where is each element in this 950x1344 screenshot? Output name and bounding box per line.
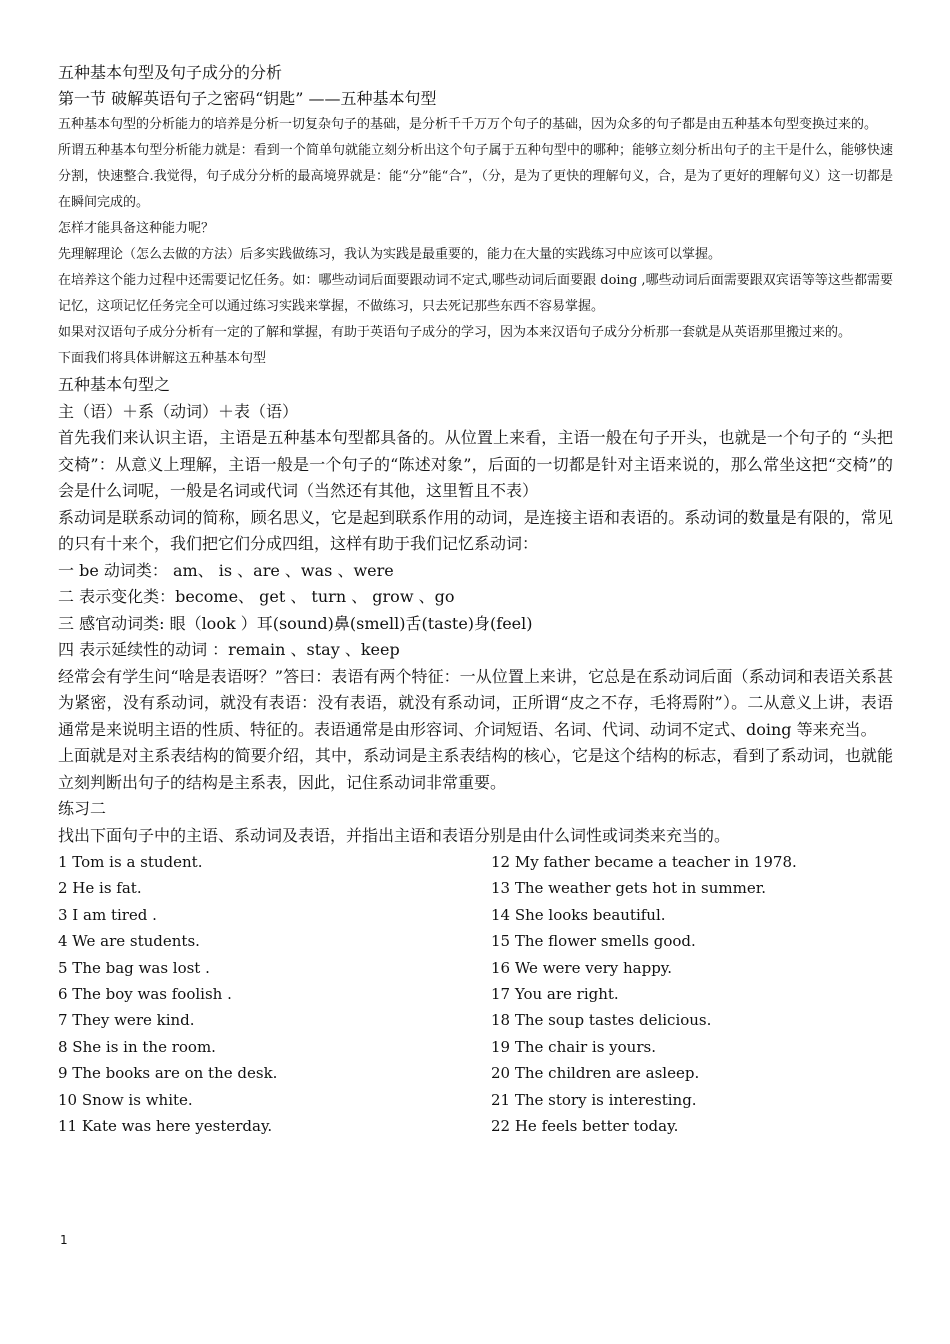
intro-paragraph: 先理解理论（怎么去做的方法）后多实践做练习，我认为实践是最重要的，能力在大量的实践练习中应该可以掌握。 [58, 247, 722, 262]
exercise-item: 11 Kate was here yesterday. [58, 1117, 273, 1136]
exercise-item: 12 My father became a teacher in 1978. [491, 853, 797, 871]
body-section [58, 425, 893, 558]
intro-section [58, 112, 893, 372]
exercise-item: 20 The children are asleep. [491, 1064, 700, 1083]
intro-paragraph: 在培养这个能力过程中还需要记忆任务。如：哪些动词后面要跟动词不定式,哪些动词后面要跟 doing ,哪些动词后面需要跟双宾语等等这些都需要记忆，这项记忆任务完全可以通过练习实践来掌握，不做练习，只去死记那些东西不容易掌握。 [58, 273, 893, 314]
verb-group-item: 四 表示延续性的动词 ：remain 、stay 、keep [58, 640, 400, 659]
predicative-section [58, 664, 893, 797]
exercise-item: 21 The story is interesting. [491, 1090, 697, 1109]
exercise-item: 9 The books are on the desk. [58, 1064, 278, 1083]
exercise-item: 10 Snow is white. [58, 1090, 193, 1109]
exercise-item: 19 The chair is yours. [491, 1037, 656, 1056]
pattern-formula: 主（语）＋系（动词）＋表（语） [58, 401, 299, 421]
intro-paragraph: 下面我们将具体讲解这五种基本句型 [58, 351, 267, 366]
predicative-paragraph: 经常会有学生问“啥是表语呀？”答曰：表语有两个特征：一从位置上来讲，它总是在系动词后面（系动词和表语关系甚为紧密，没有系动词，就没有表语：没有表语，就没有系动词，正所谓“皮之不存，毛将焉附”）。二从意义上讲，表语通常是来说明主语的性质、特征的。表语通常是由形容词、介词短语、名词、代词、动词不定式、doing 等来充当。 [58, 666, 893, 739]
page-number: 1 [60, 1233, 68, 1247]
intro-paragraph: 所谓五种基本句型分析能力就是：看到一个简单句就能立刻分析出这个句子属于五种句型中的哪种；能够立刻分析出句子的主干是什么，能够快速分割，快速整合.我觉得，句子成分分析的最高境界就是：能“分”能“合”，（分，是为了更快的理解句义，合，是为了更好的理解句义）这一切都是在瞬间完成的。 [58, 143, 893, 210]
exercise-item: 18 The soup tastes delicious. [491, 1011, 712, 1030]
exercise-list [58, 849, 893, 1139]
exercise-item: 15 The flower smells good. [491, 932, 696, 951]
exercise-instruction: 找出下面句子中的主语、系动词及表语，并指出主语和表语分别是由什么词性或词类来充当的。 [58, 825, 731, 845]
verb-groups [58, 558, 893, 664]
intro-paragraph: 如果对汉语句子成分分析有一定的了解和掌握，有助于英语句子成分的学习，因为本来汉语句子成分分析那一套就是从英语那里搬过来的。 [58, 325, 852, 340]
document-page [58, 60, 893, 1139]
exercise-item: 4 We are students. [58, 932, 200, 951]
exercise-item: 2 He is fat. [58, 879, 142, 898]
pattern-title: 五种基本句型之 [58, 375, 171, 394]
exercise-item: 14 She looks beautiful. [491, 905, 666, 924]
exercise-item: 8 She is in the room. [58, 1037, 216, 1056]
verb-group-item: 二 表示变化类：become、 get 、 turn 、 grow 、go [58, 587, 455, 606]
body-paragraph: 系动词是联系动词的简称，顾名思义，它是起到联系作用的动词，是连接主语和表语的。系动词的数量是有限的，常见的只有十来个，我们把它们分成四组，这样有助于我们记忆系动词： [58, 507, 893, 553]
intro-paragraph: 怎样才能具备这种能力呢？ [58, 221, 215, 236]
exercise-item: 6 The boy was foolish . [58, 985, 232, 1004]
exercise-item: 16 We were very happy. [491, 958, 673, 977]
exercise-item: 1 Tom is a student. [58, 853, 203, 871]
verb-group-item: 三 感官动词类: 眼（look ）耳(sound)鼻(smell)舌(taste)身(feel) [58, 613, 533, 633]
intro-paragraph: 五种基本句型的分析能力的培养是分析一切复杂句子的基础，是分析千千万万个句子的基础，因为众多的句子都是由五种基本句型变换过来的。 [58, 117, 878, 132]
exercise-item: 7 They were kind. [58, 1011, 195, 1030]
document-title: 五种基本句型及句子成分的分析 [58, 63, 283, 82]
predicative-paragraph: 上面就是对主系表结构的简要介绍，其中，系动词是主系表结构的核心，它是这个结构的标志，看到了系动词，也就能立刻判断出句子的结构是主系表，因此，记住系动词非常重要。 [58, 746, 893, 792]
body-paragraph: 首先我们来认识主语，主语是五种基本句型都具备的。从位置上来看，主语一般在句子开头，也就是一个句子的 “头把交椅”：从意义上理解，主语一般是一个句子的“陈述对象”，后面的一切都是针对主语来说的，那么常坐这把“交椅”的会是什么词呢，一般是名词或代词（当然还有其他，这里暂且不表） [58, 428, 893, 500]
section-heading: 第一节 破解英语句子之密码“钥匙” ——五种基本句型 [58, 89, 437, 108]
exercise-item: 17 You are right. [491, 985, 619, 1004]
exercise-column-right [491, 849, 891, 1139]
verb-group-item: 一 be 动词类： am、 is 、are 、was 、were [58, 560, 394, 580]
exercise-title: 练习二 [58, 799, 107, 818]
exercise-item: 22 He feels better today. [491, 1117, 679, 1136]
exercise-item: 5 The bag was lost . [58, 958, 210, 977]
exercise-column-left [58, 849, 491, 1139]
exercise-item: 13 The weather gets hot in summer. [491, 879, 766, 898]
exercise-item: 3 I am tired . [58, 905, 157, 924]
